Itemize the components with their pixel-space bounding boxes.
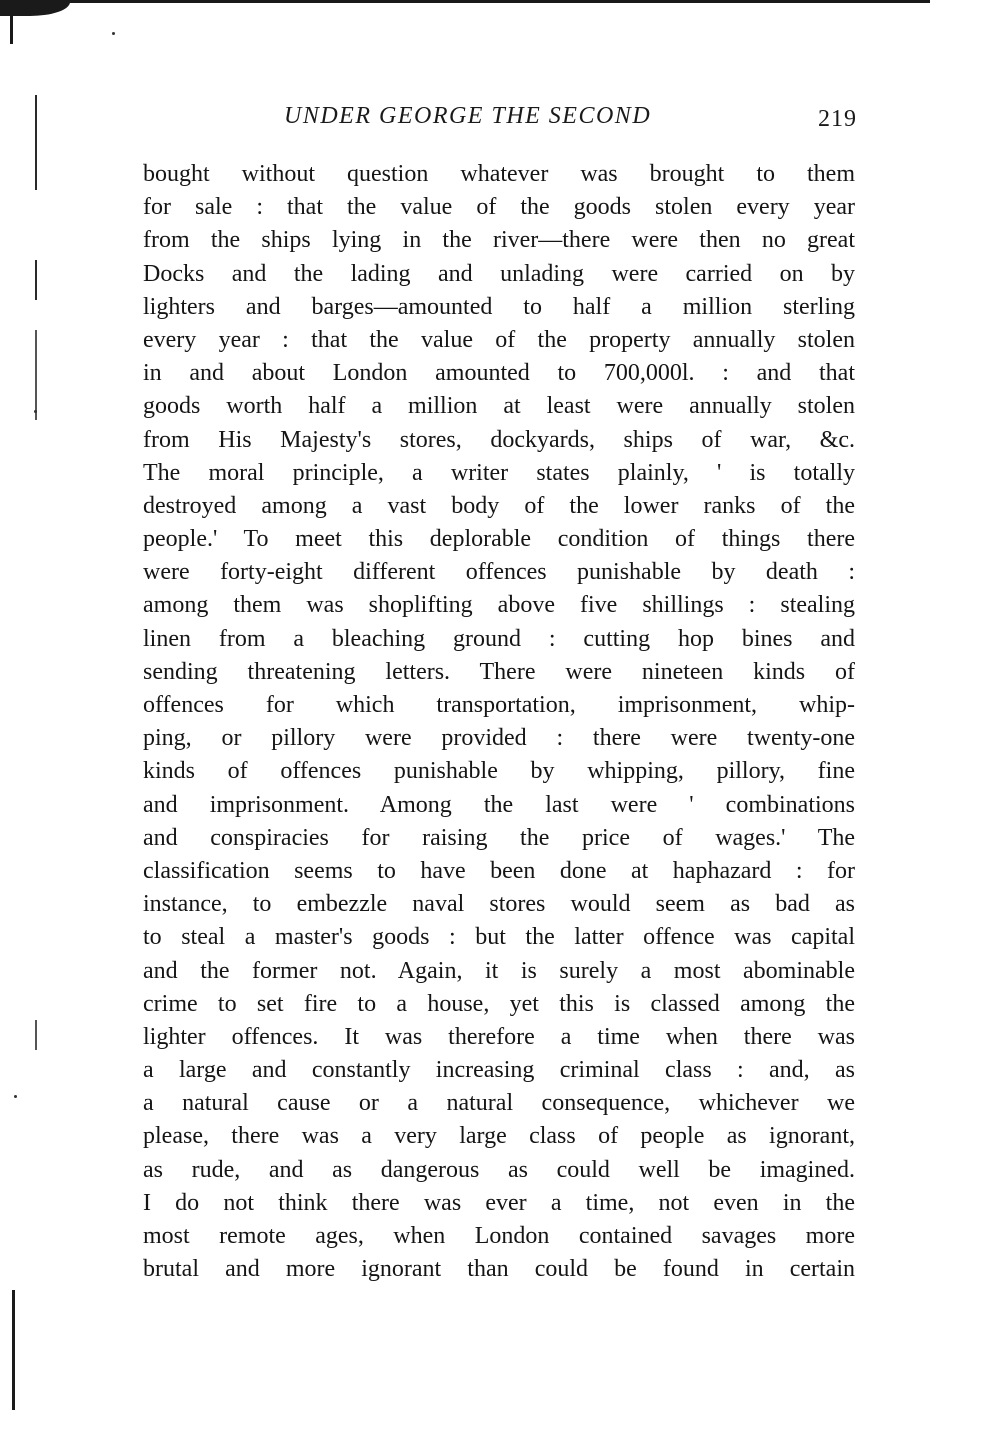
- body-text: [143, 158, 855, 1286]
- scan-speck: [112, 32, 115, 35]
- text-line: sending threatening letters. There were nineteen kinds of: [143, 658, 855, 685]
- running-head: UNDER GEORGE THE SECOND: [284, 103, 652, 129]
- page-number: 219: [818, 106, 857, 132]
- scan-edge-left: [35, 330, 37, 420]
- scan-edge-left: [12, 1290, 15, 1410]
- text-line: and conspiracies for raising the price of wages.' The: [143, 824, 855, 851]
- text-line: I do not think there was ever a time, not even in the: [143, 1189, 855, 1216]
- text-line: The moral principle, a writer states plainly, ' is totally: [143, 459, 855, 486]
- text-line: classification seems to have been done at haphazard : for: [143, 857, 855, 884]
- text-line: lighters and barges—amounted to half a million sterling: [143, 293, 855, 320]
- text-line: linen from a bleaching ground : cutting hop bines and: [143, 625, 855, 652]
- scan-speck: [34, 410, 37, 413]
- scan-edge-top: [0, 0, 930, 15]
- text-line: from the ships lying in the river—there were then no great: [143, 227, 855, 254]
- text-line: Docks and the lading and unlading were carried on by: [143, 260, 855, 287]
- text-line: in and about London amounted to 700,000l. : and that: [143, 360, 855, 387]
- text-line: from His Majesty's stores, dockyards, ships of war, &c.: [143, 426, 855, 453]
- scan-edge-tick: [10, 14, 13, 44]
- text-line: brutal and more ignorant than could be found in certain: [143, 1256, 855, 1283]
- text-line: ping, or pillory were provided : there were twenty-one: [143, 725, 855, 752]
- text-line: people.' To meet this deplorable condition of things there: [143, 526, 855, 553]
- text-line: and imprisonment. Among the last were ' combinations: [143, 791, 855, 818]
- text-line: and the former not. Again, it is surely a most abominable: [143, 957, 855, 984]
- text-line: offences for which transportation, imprisonment, whip-: [143, 692, 855, 718]
- text-line: every year : that the value of the property annually stolen: [143, 326, 855, 353]
- text-line: please, there was a very large class of people as ignorant,: [143, 1123, 855, 1150]
- text-line: instance, to embezzle naval stores would seem as bad as: [143, 891, 855, 918]
- text-line: among them was shoplifting above five shillings : stealing: [143, 592, 855, 619]
- text-line: bought without question whatever was brought to them: [143, 161, 855, 187]
- text-line: were forty-eight different offences punishable by death :: [143, 559, 855, 586]
- scan-edge-left: [35, 260, 37, 300]
- scan-edge-left: [35, 95, 37, 190]
- text-line: for sale : that the value of the goods stolen every year: [143, 194, 855, 221]
- text-line: kinds of offences punishable by whipping, pillory, fine: [143, 758, 855, 785]
- text-line: as rude, and as dangerous as could well be imagined.: [143, 1156, 855, 1183]
- text-line: most remote ages, when London contained savages more: [143, 1223, 855, 1249]
- text-line: crime to set fire to a house, yet this is classed among the: [143, 990, 855, 1017]
- text-line: lighter offences. It was therefore a time when there was: [143, 1023, 855, 1050]
- text-line: goods worth half a million at least were annually stolen: [143, 393, 855, 420]
- text-line: to steal a master's goods : but the latter offence was capital: [143, 924, 855, 951]
- scan-edge-left: [35, 1020, 37, 1050]
- text-line: a natural cause or a natural consequence, whichever we: [143, 1090, 855, 1117]
- text-line: a large and constantly increasing criminal class : and, as: [143, 1057, 855, 1084]
- scan-speck: [14, 1095, 17, 1098]
- text-line: destroyed among a vast body of the lower ranks of the: [143, 492, 855, 519]
